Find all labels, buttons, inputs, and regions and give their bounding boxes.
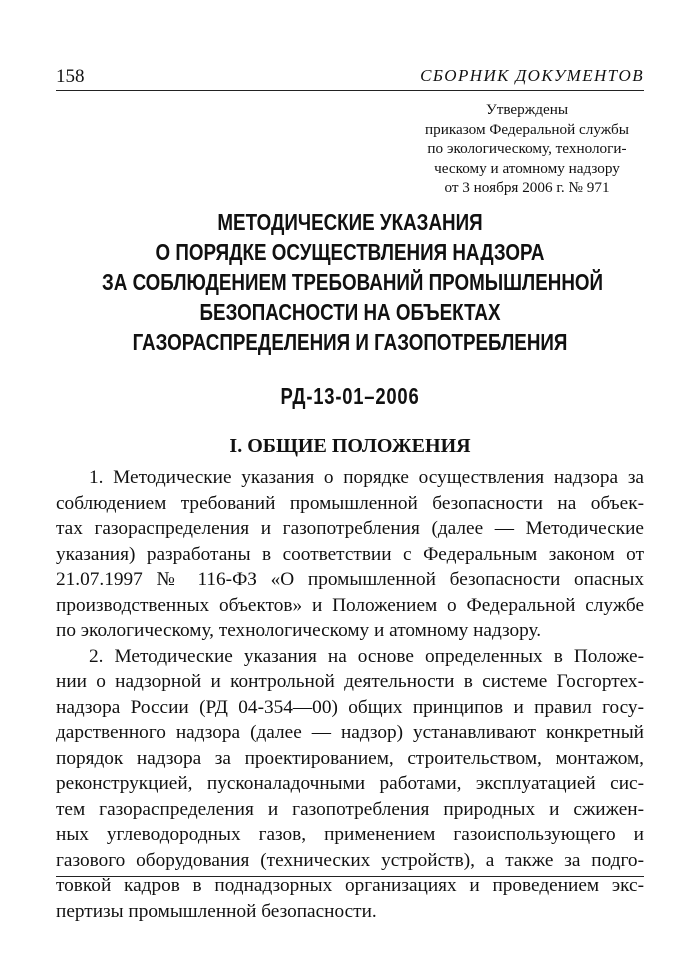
document-code: РД-13-01–2006 — [280, 383, 420, 409]
text-line: газового оборудования (технических устройств), а также за подго- — [56, 849, 644, 871]
page-header — [56, 66, 644, 90]
text-line: 21.07.1997 № 116-ФЗ «О промышленной безопасности опасных — [56, 569, 644, 590]
text-line: дарственного надзора (далее — надзор) устанавливают конкретный — [56, 722, 644, 743]
text-line: тем газораспределения и газопотребления природных и сжижен- — [56, 798, 644, 820]
text-line: пертизы промышленной безопасности. — [56, 900, 377, 922]
text-line: товкой кадров в поднадзорных организациях и проведением экс- — [56, 875, 644, 896]
title-line: МЕТОДИЧЕСКИЕ УКАЗАНИЯ — [217, 209, 483, 235]
text-line: по экологическому, технологическому и атомному надзору. — [56, 620, 542, 641]
section-heading: I. ОБЩИЕ ПОЛОЖЕНИЯ — [229, 435, 471, 457]
page-number: 158 — [56, 66, 85, 87]
text-line: 1. Методические указания о порядке осуществления надзора за — [89, 467, 644, 488]
text-line: указания) разработаны в соответствии с Федеральным законом от — [56, 543, 644, 565]
text-line: надзора России (РД 04-354—00) общих принципов и правил госу- — [56, 696, 644, 718]
approval-line: Утверждены — [485, 101, 569, 118]
approval-line: от 3 ноября 2006 г. № 971 — [444, 179, 610, 196]
approval-block — [410, 100, 644, 198]
title-line: ЗА СОБЛЮДЕНИЕМ ТРЕБОВАНИЙ ПРОМЫШЛЕННОЙ — [102, 269, 604, 295]
paragraph-2 — [56, 644, 644, 925]
text-line: порядок надзора за проектированием, строительством, монтажом, — [56, 747, 644, 769]
text-line: нии о надзорной и контрольной деятельности в системе Госгортех- — [56, 671, 644, 692]
title-line: ГАЗОРАСПРЕДЕЛЕНИЯ И ГАЗОПОТРЕБЛЕНИЯ — [132, 329, 568, 355]
title-line: БЕЗОПАСНОСТИ НА ОБЪЕКТАХ — [199, 299, 501, 325]
approval-line: приказом Федеральной службы — [425, 120, 629, 138]
approval-line: ческому и атомному надзору — [434, 159, 620, 177]
text-line: ных углеводородных газов, применением газоиспользующего и — [56, 824, 644, 845]
text-line: 2. Методические указания на основе определенных в Положе- — [89, 645, 644, 667]
text-line: производственных объектов» и Положением о Федеральной службе — [56, 594, 644, 616]
paragraph-1 — [56, 465, 644, 644]
text-line: реконструкцией, пусконаладочными работами, эксплуатацией сис- — [56, 773, 644, 794]
running-title: СБОРНИК ДОКУМЕНТОВ — [420, 66, 644, 85]
text-line: соблюдением требований промышленной безопасности на объек- — [56, 492, 644, 514]
body-text — [56, 465, 644, 924]
title-line: О ПОРЯДКЕ ОСУЩЕСТВЛЕНИЯ НАДЗОРА — [155, 239, 545, 265]
header-rule — [56, 90, 644, 91]
approval-line: по экологическому, технологи- — [427, 140, 627, 157]
footer-rule — [56, 876, 644, 877]
document-title — [102, 207, 604, 357]
text-line: тах газораспределения и газопотребления (далее — Методические — [56, 518, 644, 539]
